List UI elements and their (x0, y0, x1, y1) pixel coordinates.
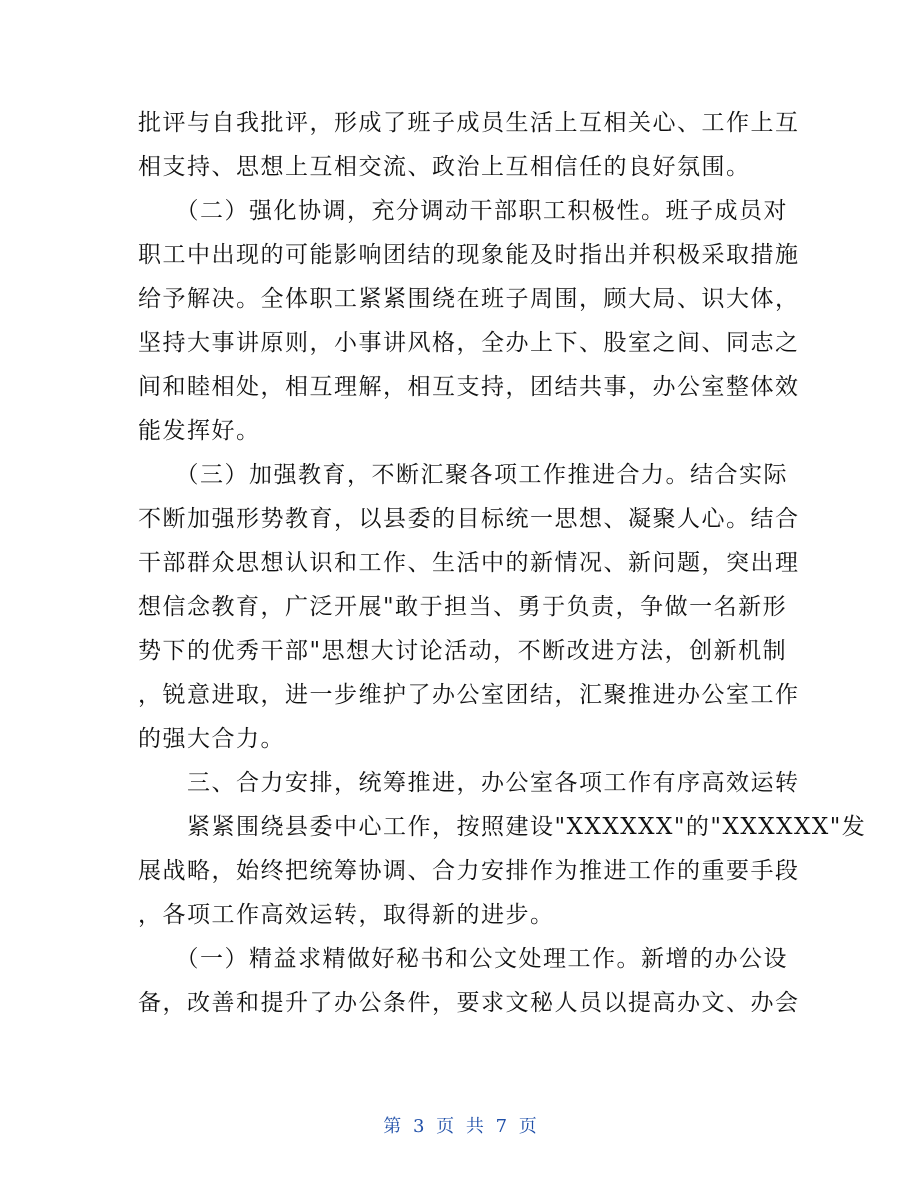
body-text (138, 101, 867, 1025)
text-line: 展战略，始终把统筹协调、合力安排作为推进工作的重要手段 (138, 858, 800, 884)
text-line: 备，改善和提升了办公条件，要求文秘人员以提高办文、办会 (138, 990, 800, 1016)
text-line: 势下的优秀干部"思想大讨论活动，不断改进方法，创新机制 (138, 638, 788, 664)
text-line: 相支持、思想上互相交流、政治上互相信任的良好氛围。 (138, 154, 751, 180)
text-line: 紧紧围绕县委中心工作，按照建设"XXXXXX"的"XXXXXX"发 (138, 814, 867, 840)
text-line: 间和睦相处，相互理解，相互支持，团结共事，办公室整体效 (138, 374, 800, 400)
page-number: 第 3 页 共 7 页 (383, 1116, 537, 1137)
text-line: （一）精益求精做好秘书和公文处理工作。新增的办公设 (138, 946, 788, 972)
text-line: 职工中出现的可能影响团结的现象能及时指出并积极采取措施 (138, 242, 800, 268)
text-line: 坚持大事讲原则，小事讲风格，全办上下、股室之间、同志之 (138, 330, 800, 356)
text-line: ，各项工作高效运转，取得新的进步。 (138, 902, 555, 928)
text-line: 想信念教育，广泛开展"敢于担当、勇于负责，争做一名新形 (138, 594, 788, 620)
text-line: （三）加强教育，不断汇聚各项工作推进合力。结合实际 (138, 462, 788, 488)
text-line: 能发挥好。 (138, 418, 261, 444)
text-line: 不断加强形势教育，以县委的目标统一思想、凝聚人心。结合 (138, 506, 800, 532)
text-line: 批评与自我批评，形成了班子成员生活上互相关心、工作上互 (138, 110, 800, 136)
text-line: 给予解决。全体职工紧紧围绕在班子周围，顾大局、识大体， (138, 286, 800, 312)
text-line: （二）强化协调，充分调动干部职工积极性。班子成员对 (138, 198, 788, 224)
text-line: ，锐意进取，进一步维护了办公室团结，汇聚推进办公室工作 (138, 682, 800, 708)
text-line: 的强大合力。 (138, 726, 285, 752)
section-heading: 三、合力安排，统筹推进，办公室各项工作有序高效运转 (138, 770, 800, 796)
text-line: 干部群众思想认识和工作、生活中的新情况、新问题，突出理 (138, 550, 800, 576)
